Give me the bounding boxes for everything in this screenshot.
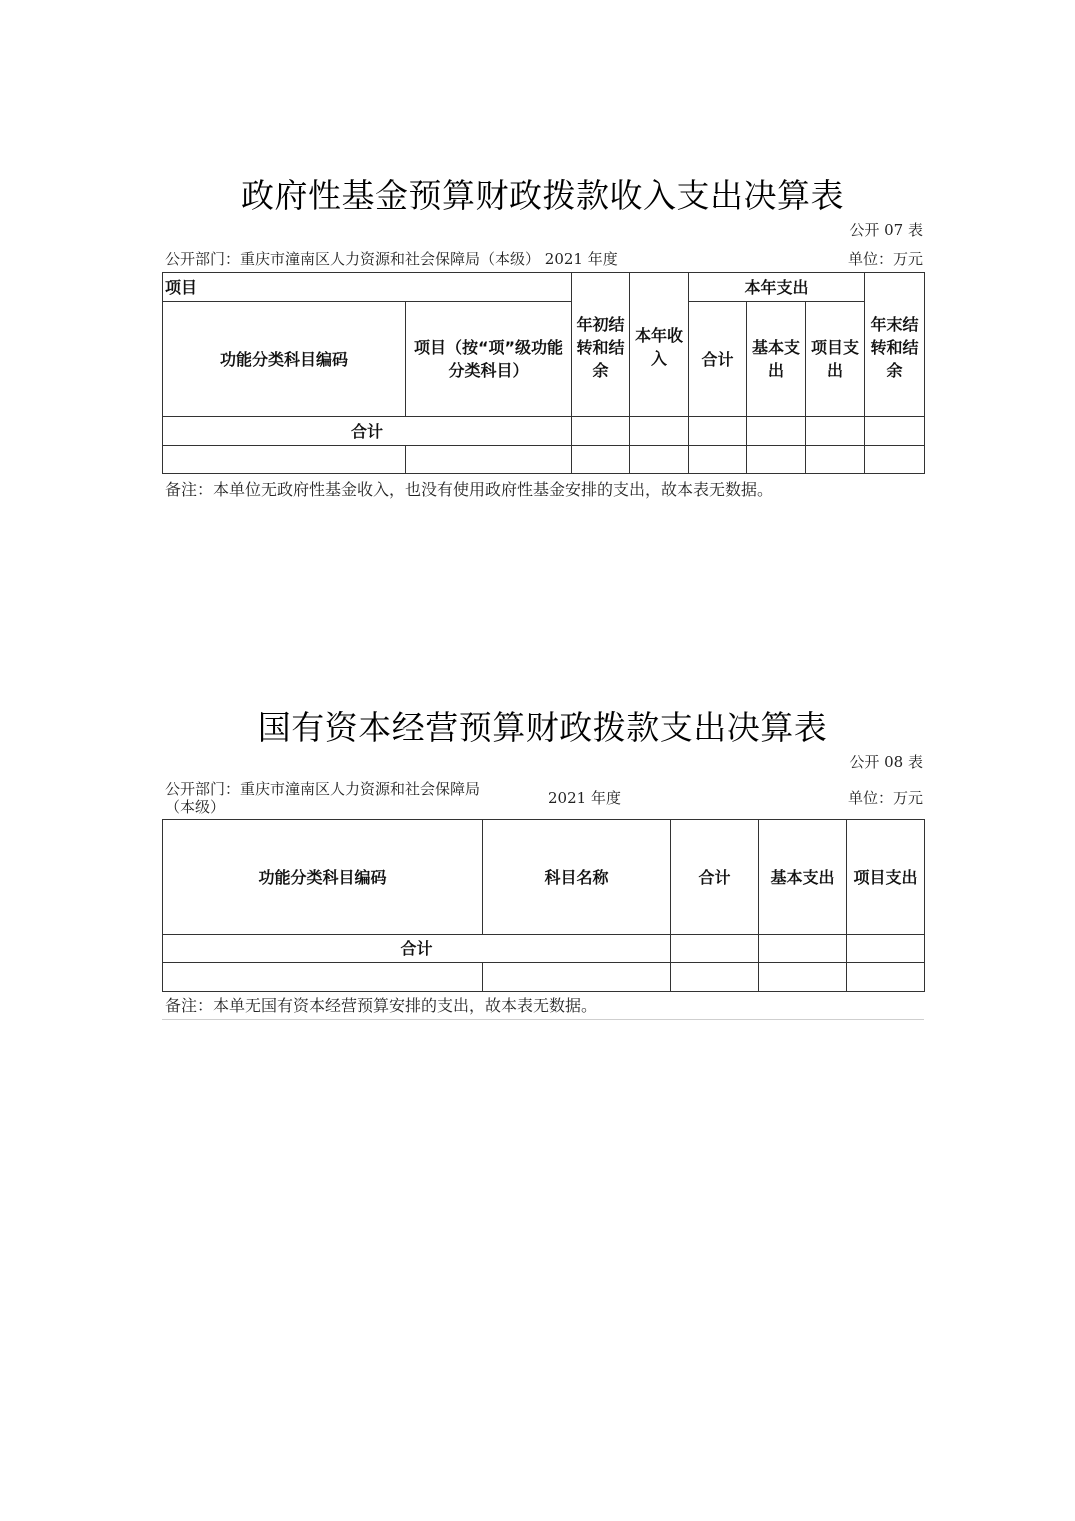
table07-code: 公开 07 表 <box>849 221 923 239</box>
header-basic: 基本支出 <box>759 820 847 935</box>
table-cell <box>671 935 759 963</box>
table-cell <box>406 446 572 474</box>
header-project: 项目支出 <box>806 302 865 417</box>
table-cell <box>483 963 671 992</box>
table08 <box>162 819 925 992</box>
table-cell <box>163 963 483 992</box>
table08-unit: 单位：万元 <box>847 789 923 807</box>
table-cell <box>163 446 406 474</box>
table07-note: 备注：本单位无政府性基金收入，也没有使用政府性基金安排的支出，故本表无数据。 <box>165 480 774 499</box>
table-cell <box>747 417 806 446</box>
header-end-balance: 年末结转和结余 <box>865 273 925 417</box>
header-item-name: 项目（按“项”级功能分类科目） <box>406 302 572 417</box>
table-cell <box>847 963 925 992</box>
header-item: 项目 <box>163 273 572 302</box>
table-cell <box>689 417 747 446</box>
table-cell <box>572 417 630 446</box>
header-subject-name: 科目名称 <box>483 820 671 935</box>
table08-note: 备注：本单无国有资本经营预算安排的支出，故本表无数据。 <box>165 996 598 1015</box>
table-cell <box>630 417 689 446</box>
table07-year: 2021 年度 <box>544 250 618 268</box>
table07-dept: 公开部门：重庆市潼南区人力资源和社会保障局（本级） <box>165 250 541 268</box>
table07 <box>162 272 925 474</box>
table08-title: 国有资本经营预算财政拨款支出决算表 <box>257 708 828 747</box>
header-basic: 基本支出 <box>747 302 806 417</box>
total-label: 合计 <box>163 935 671 963</box>
table08-year: 2021 年度 <box>548 789 621 807</box>
header-current-income: 本年收入 <box>630 273 689 417</box>
table07-dept-line <box>165 250 618 268</box>
header-func-code: 功能分类科目编码 <box>163 302 406 417</box>
header-current-year-expense: 本年支出 <box>689 273 865 302</box>
header-func-code: 功能分类科目编码 <box>163 820 483 935</box>
table-cell <box>630 446 689 474</box>
table-cell <box>865 417 925 446</box>
table-cell <box>689 446 747 474</box>
table-cell <box>806 417 865 446</box>
divider <box>162 1019 924 1020</box>
table07-unit: 单位：万元 <box>847 250 923 268</box>
total-label: 合计 <box>163 417 572 446</box>
table08-dept: 公开部门：重庆市潼南区人力资源和社会保障局（本级） <box>165 780 481 816</box>
table-cell <box>747 446 806 474</box>
table08-code: 公开 08 表 <box>849 753 923 771</box>
header-begin-balance: 年初结转和结余 <box>572 273 630 417</box>
table-cell <box>671 963 759 992</box>
table-cell <box>759 963 847 992</box>
table07-title: 政府性基金预算财政拨款收入支出决算表 <box>241 176 844 215</box>
table-cell <box>847 935 925 963</box>
header-project: 项目支出 <box>847 820 925 935</box>
header-total: 合计 <box>689 302 747 417</box>
table-cell <box>572 446 630 474</box>
table-cell <box>759 935 847 963</box>
header-total: 合计 <box>671 820 759 935</box>
table-cell <box>806 446 865 474</box>
table-cell <box>865 446 925 474</box>
